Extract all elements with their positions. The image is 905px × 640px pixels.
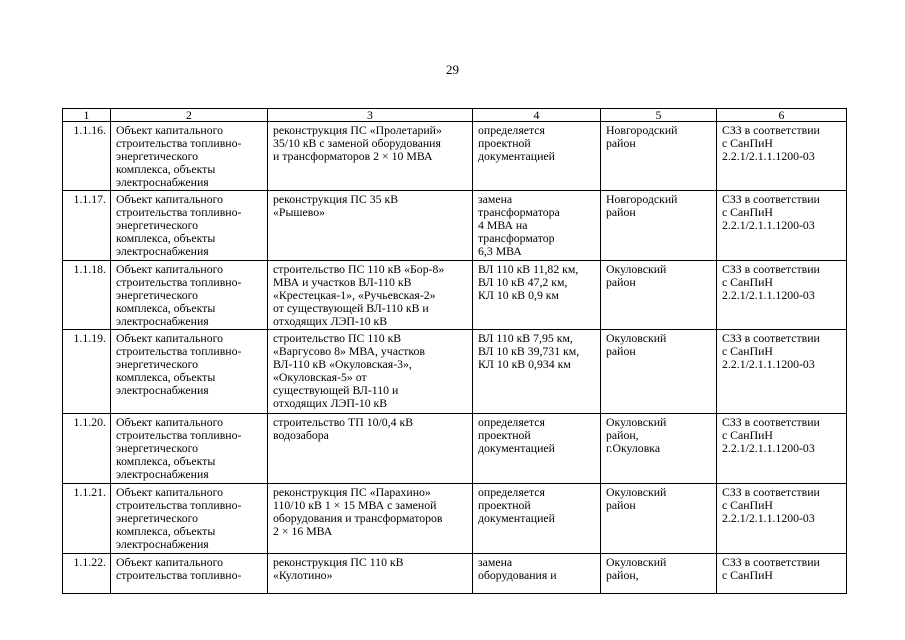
column-number-header: 5 bbox=[601, 109, 717, 122]
table-row bbox=[63, 330, 847, 414]
restriction-zone-cell-text: СЗЗ в соответствии с СанПиН 2.2.1/2.1.1.1200-03 bbox=[722, 415, 820, 455]
object-parameters-cell bbox=[473, 122, 601, 191]
column-number-header: 1 bbox=[63, 109, 111, 122]
object-type-cell-text: Объект капитального строительства топливно- энергетического комплекса, объекты электроснабжения bbox=[116, 415, 242, 481]
object-description-cell-text: реконструкция ПС 35 кВ «Рышево» bbox=[273, 192, 399, 219]
object-parameters-cell bbox=[473, 330, 601, 414]
table-row bbox=[63, 484, 847, 554]
object-description-cell-text: строительство ПС 110 кВ «Варгусово 8» МВА, участков ВЛ-110 кВ «Окуловская-3», «Окуловская-5» от существующей ВЛ-110 и отходящих ЛЭП-10 кВ bbox=[273, 331, 425, 410]
row-number-cell bbox=[63, 414, 111, 484]
object-parameters-cell bbox=[473, 554, 601, 594]
location-cell-text: Окуловский район, bbox=[606, 555, 667, 582]
table-row bbox=[63, 122, 847, 191]
object-description-cell-text: строительство ПС 110 кВ «Бор-8» МВА и участков ВЛ-110 кВ «Крестецкая-1», «Ручьевская-2» от существующей ВЛ-110 кВ и отходящих ЛЭП-10 кВ bbox=[273, 262, 445, 328]
object-description-cell-text: реконструкция ПС «Пролетарий» 35/10 кВ с заменой оборудования и трансформаторов 2 × 10 МВА bbox=[273, 123, 442, 163]
object-description-cell-text: строительство ТП 10/0,4 кВ водозабора bbox=[273, 415, 414, 442]
object-description-cell bbox=[268, 330, 473, 414]
table-row bbox=[63, 414, 847, 484]
object-parameters-cell-text: замена оборудования и bbox=[478, 555, 557, 582]
restriction-zone-cell-text: СЗЗ в соответствии с СанПиН 2.2.1/2.1.1.1200-03 bbox=[722, 123, 820, 163]
row-number-cell-text: 1.1.20. bbox=[73, 415, 106, 429]
object-description-cell bbox=[268, 191, 473, 261]
column-number-header: 3 bbox=[268, 109, 473, 122]
table-row bbox=[63, 191, 847, 261]
object-description-cell bbox=[268, 414, 473, 484]
page-number: 29 bbox=[446, 62, 459, 77]
object-description-cell bbox=[268, 122, 473, 191]
row-number-cell bbox=[63, 484, 111, 554]
location-cell-text: Новгородский район bbox=[606, 123, 678, 150]
row-number-cell-text: 1.1.17. bbox=[73, 192, 106, 206]
restriction-zone-cell bbox=[717, 414, 847, 484]
column-number-header: 4 bbox=[473, 109, 601, 122]
restriction-zone-cell bbox=[717, 484, 847, 554]
location-cell bbox=[601, 122, 717, 191]
object-parameters-cell-text: ВЛ 110 кВ 7,95 км, ВЛ 10 кВ 39,731 км, КЛ 10 кВ 0,934 км bbox=[478, 331, 580, 371]
object-parameters-cell bbox=[473, 261, 601, 330]
table-row bbox=[63, 554, 847, 594]
restriction-zone-cell-text: СЗЗ в соответствии с СанПиН 2.2.1/2.1.1.1200-03 bbox=[722, 192, 820, 232]
object-type-cell bbox=[111, 191, 268, 261]
restriction-zone-cell-text: СЗЗ в соответствии с СанПиН 2.2.1/2.1.1.1200-03 bbox=[722, 262, 820, 302]
object-type-cell-text: Объект капитального строительства топливно- энергетического комплекса, объекты электроснабжения bbox=[116, 331, 242, 397]
object-description-cell bbox=[268, 261, 473, 330]
object-type-cell bbox=[111, 330, 268, 414]
restriction-zone-cell bbox=[717, 122, 847, 191]
object-description-cell bbox=[268, 484, 473, 554]
object-parameters-cell-text: определяется проектной документацией bbox=[478, 123, 555, 163]
location-cell-text: Окуловский район bbox=[606, 331, 667, 358]
object-type-cell-text: Объект капитального строительства топливно- энергетического комплекса, объекты электроснабжения bbox=[116, 262, 242, 328]
object-type-cell bbox=[111, 554, 268, 594]
restriction-zone-cell-text: СЗЗ в соответствии с СанПиН bbox=[722, 555, 820, 582]
object-parameters-cell bbox=[473, 484, 601, 554]
object-parameters-cell-text: замена трансформатора 4 МВА на трансформатор 6,3 МВА bbox=[478, 192, 560, 258]
object-description-cell bbox=[268, 554, 473, 594]
location-cell bbox=[601, 414, 717, 484]
column-number-header: 6 bbox=[717, 109, 847, 122]
object-type-cell bbox=[111, 261, 268, 330]
object-parameters-cell bbox=[473, 191, 601, 261]
object-type-cell-text: Объект капитального строительства топливно- энергетического комплекса, объекты электроснабжения bbox=[116, 192, 242, 258]
row-number-cell bbox=[63, 122, 111, 191]
object-description-cell-text: реконструкция ПС 110 кВ «Кулотино» bbox=[273, 555, 404, 582]
object-type-cell bbox=[111, 122, 268, 191]
restriction-zone-cell-text: СЗЗ в соответствии с СанПиН 2.2.1/2.1.1.1200-03 bbox=[722, 485, 820, 525]
document-table bbox=[62, 108, 847, 594]
location-cell bbox=[601, 554, 717, 594]
table-row bbox=[63, 261, 847, 330]
restriction-zone-cell bbox=[717, 330, 847, 414]
restriction-zone-cell bbox=[717, 191, 847, 261]
object-type-cell-text: Объект капитального строительства топливно- bbox=[116, 555, 242, 582]
restriction-zone-cell bbox=[717, 554, 847, 594]
row-number-cell-text: 1.1.16. bbox=[73, 123, 106, 137]
restriction-zone-cell bbox=[717, 261, 847, 330]
object-type-cell bbox=[111, 414, 268, 484]
row-number-cell-text: 1.1.22. bbox=[73, 555, 106, 569]
row-number-cell-text: 1.1.19. bbox=[73, 331, 106, 345]
object-parameters-cell-text: ВЛ 110 кВ 11,82 км, ВЛ 10 кВ 47,2 км, КЛ 10 кВ 0,9 км bbox=[478, 262, 579, 302]
row-number-cell-text: 1.1.21. bbox=[73, 485, 106, 499]
row-number-cell bbox=[63, 191, 111, 261]
object-type-cell bbox=[111, 484, 268, 554]
location-cell-text: Окуловский район bbox=[606, 262, 667, 289]
location-cell-text: Окуловский район bbox=[606, 485, 667, 512]
object-parameters-cell bbox=[473, 414, 601, 484]
object-description-cell-text: реконструкция ПС «Парахино» 110/10 кВ 1 × 15 МВА с заменой оборудования и трансформаторов 2 × 16 МВА bbox=[273, 485, 443, 538]
location-cell-text: Окуловский район, г.Окуловка bbox=[606, 415, 667, 455]
object-type-cell-text: Объект капитального строительства топливно- энергетического комплекса, объекты электроснабжения bbox=[116, 485, 242, 551]
restriction-zone-cell-text: СЗЗ в соответствии с СанПиН 2.2.1/2.1.1.1200-03 bbox=[722, 331, 820, 371]
object-parameters-cell-text: определяется проектной документацией bbox=[478, 485, 555, 525]
location-cell-text: Новгородский район bbox=[606, 192, 678, 219]
row-number-cell bbox=[63, 261, 111, 330]
location-cell bbox=[601, 330, 717, 414]
column-number-header: 2 bbox=[111, 109, 268, 122]
location-cell bbox=[601, 191, 717, 261]
object-type-cell-text: Объект капитального строительства топливно- энергетического комплекса, объекты электроснабжения bbox=[116, 123, 242, 189]
table-header-row bbox=[63, 109, 847, 122]
row-number-cell-text: 1.1.18. bbox=[73, 262, 106, 276]
row-number-cell bbox=[63, 330, 111, 414]
location-cell bbox=[601, 484, 717, 554]
row-number-cell bbox=[63, 554, 111, 594]
location-cell bbox=[601, 261, 717, 330]
object-parameters-cell-text: определяется проектной документацией bbox=[478, 415, 555, 455]
